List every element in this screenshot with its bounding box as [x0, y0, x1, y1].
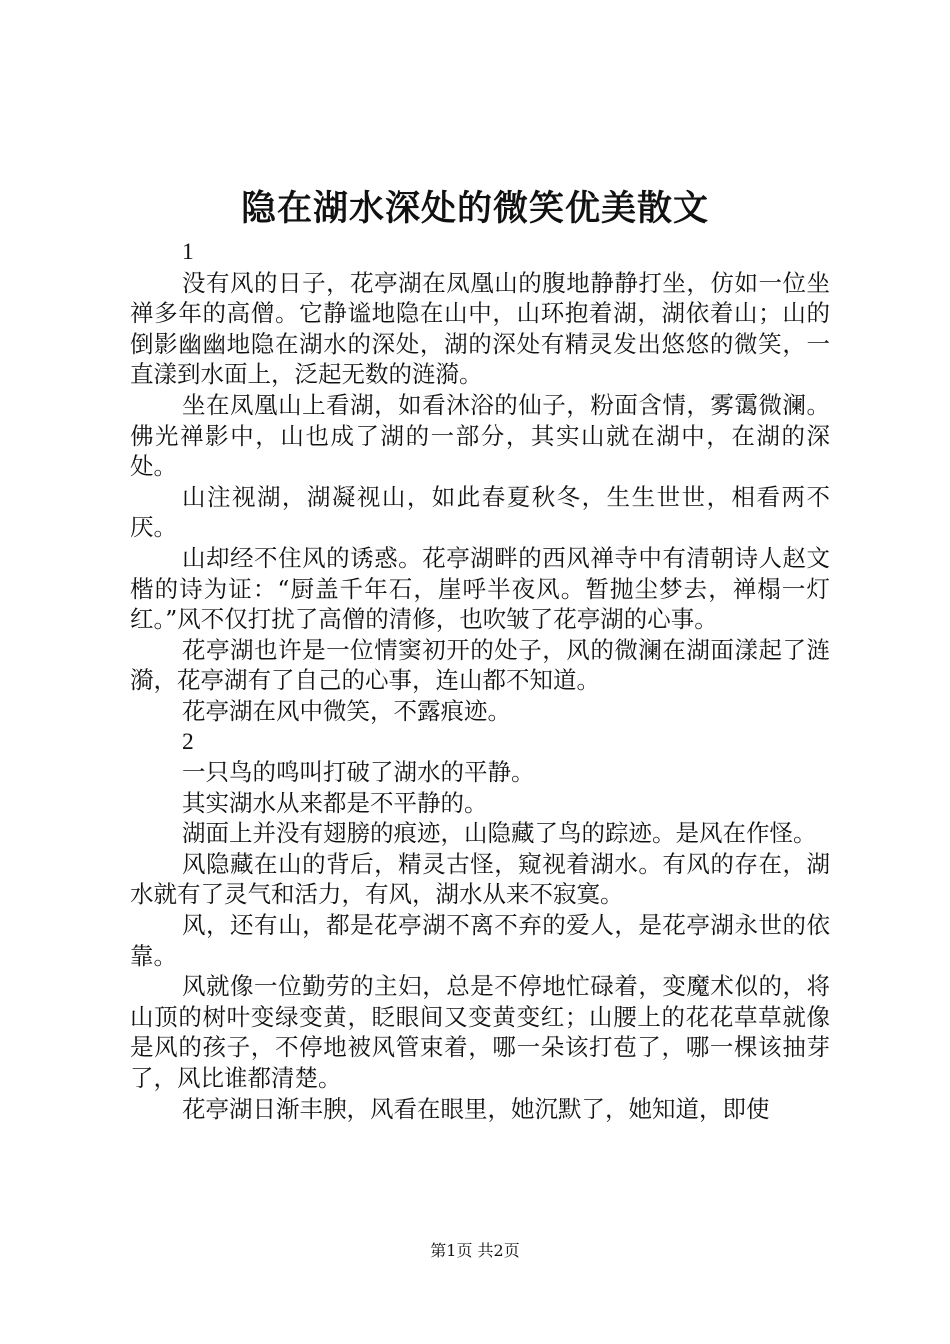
paragraph: 花亭湖日渐丰腴，风看在眼里，她沉默了，她知道，即使	[182, 1094, 770, 1123]
document-title: 隐在湖水深处的微笑优美散文	[240, 188, 709, 229]
page-footer: 第1页 共2页	[430, 1241, 520, 1260]
section-number: 1	[182, 239, 194, 265]
paragraph: 湖面上并没有翅膀的痕迹，山隐藏了鸟的踪迹。是风在作怪。	[182, 819, 817, 848]
section-number: 2	[182, 728, 194, 755]
paragraph: 坐在凤凰山上看湖，如看沐浴的仙子，粉面含情，雾霭微澜。佛光禅影中，山也成了湖的一部分，其实山就在湖中，在湖的深处。	[130, 390, 830, 481]
paragraph: 山却经不住风的诱惑。花亭湖畔的西风禅寺中有清朝诗人赵文楷的诗为证：“厨盖千年石，崖呼半夜风。暂抛尘梦去，禅榻一灯红。”风不仅打扰了高僧的清修，也吹皱了花亭湖的心事。	[130, 543, 830, 634]
paragraph: 花亭湖也许是一位情窦初开的处子，风的微澜在湖面漾起了涟漪，花亭湖有了自己的心事，连山都不知道。	[130, 635, 830, 695]
paragraph: 风隐藏在山的背后，精灵古怪，窥视着湖水。有风的存在，湖水就有了灵气和活力，有风，湖水从来不寂寞。	[130, 849, 830, 909]
paragraph: 风就像一位勤劳的主妇，总是不停地忙碌着，变魔术似的，将山顶的树叶变绿变黄，眨眼间又变黄变红；山腰上的花花草草就像是风的孩子，不停地被风管束着，哪一朵该打苞了，哪一棵该抽芽了，风比谁都清楚。	[130, 972, 830, 1093]
paragraph: 风，还有山，都是花亭湖不离不弃的爱人，是花亭湖永世的依靠。	[130, 911, 830, 970]
paragraph: 一只鸟的鸣叫打破了湖水的平静。	[182, 758, 535, 787]
paragraph: 山注视湖，湖凝视山，如此春夏秋冬，生生世世，相看两不厌。	[130, 482, 830, 542]
paragraph: 没有风的日子，花亭湖在凤凰山的腹地静静打坐，仿如一位坐禅多年的高僧。它静谧地隐在山中，山环抱着湖，湖依着山；山的倒影幽幽地隐在湖水的深处，湖的深处有精灵发出悠悠的微笑，一直漾到水面上，泛起无数的涟漪。	[130, 268, 830, 389]
paragraph: 其实湖水从来都是不平静的。	[182, 788, 488, 817]
paragraph: 花亭湖在风中微笑，不露痕迹。	[182, 696, 511, 725]
document-body	[130, 237, 830, 1124]
